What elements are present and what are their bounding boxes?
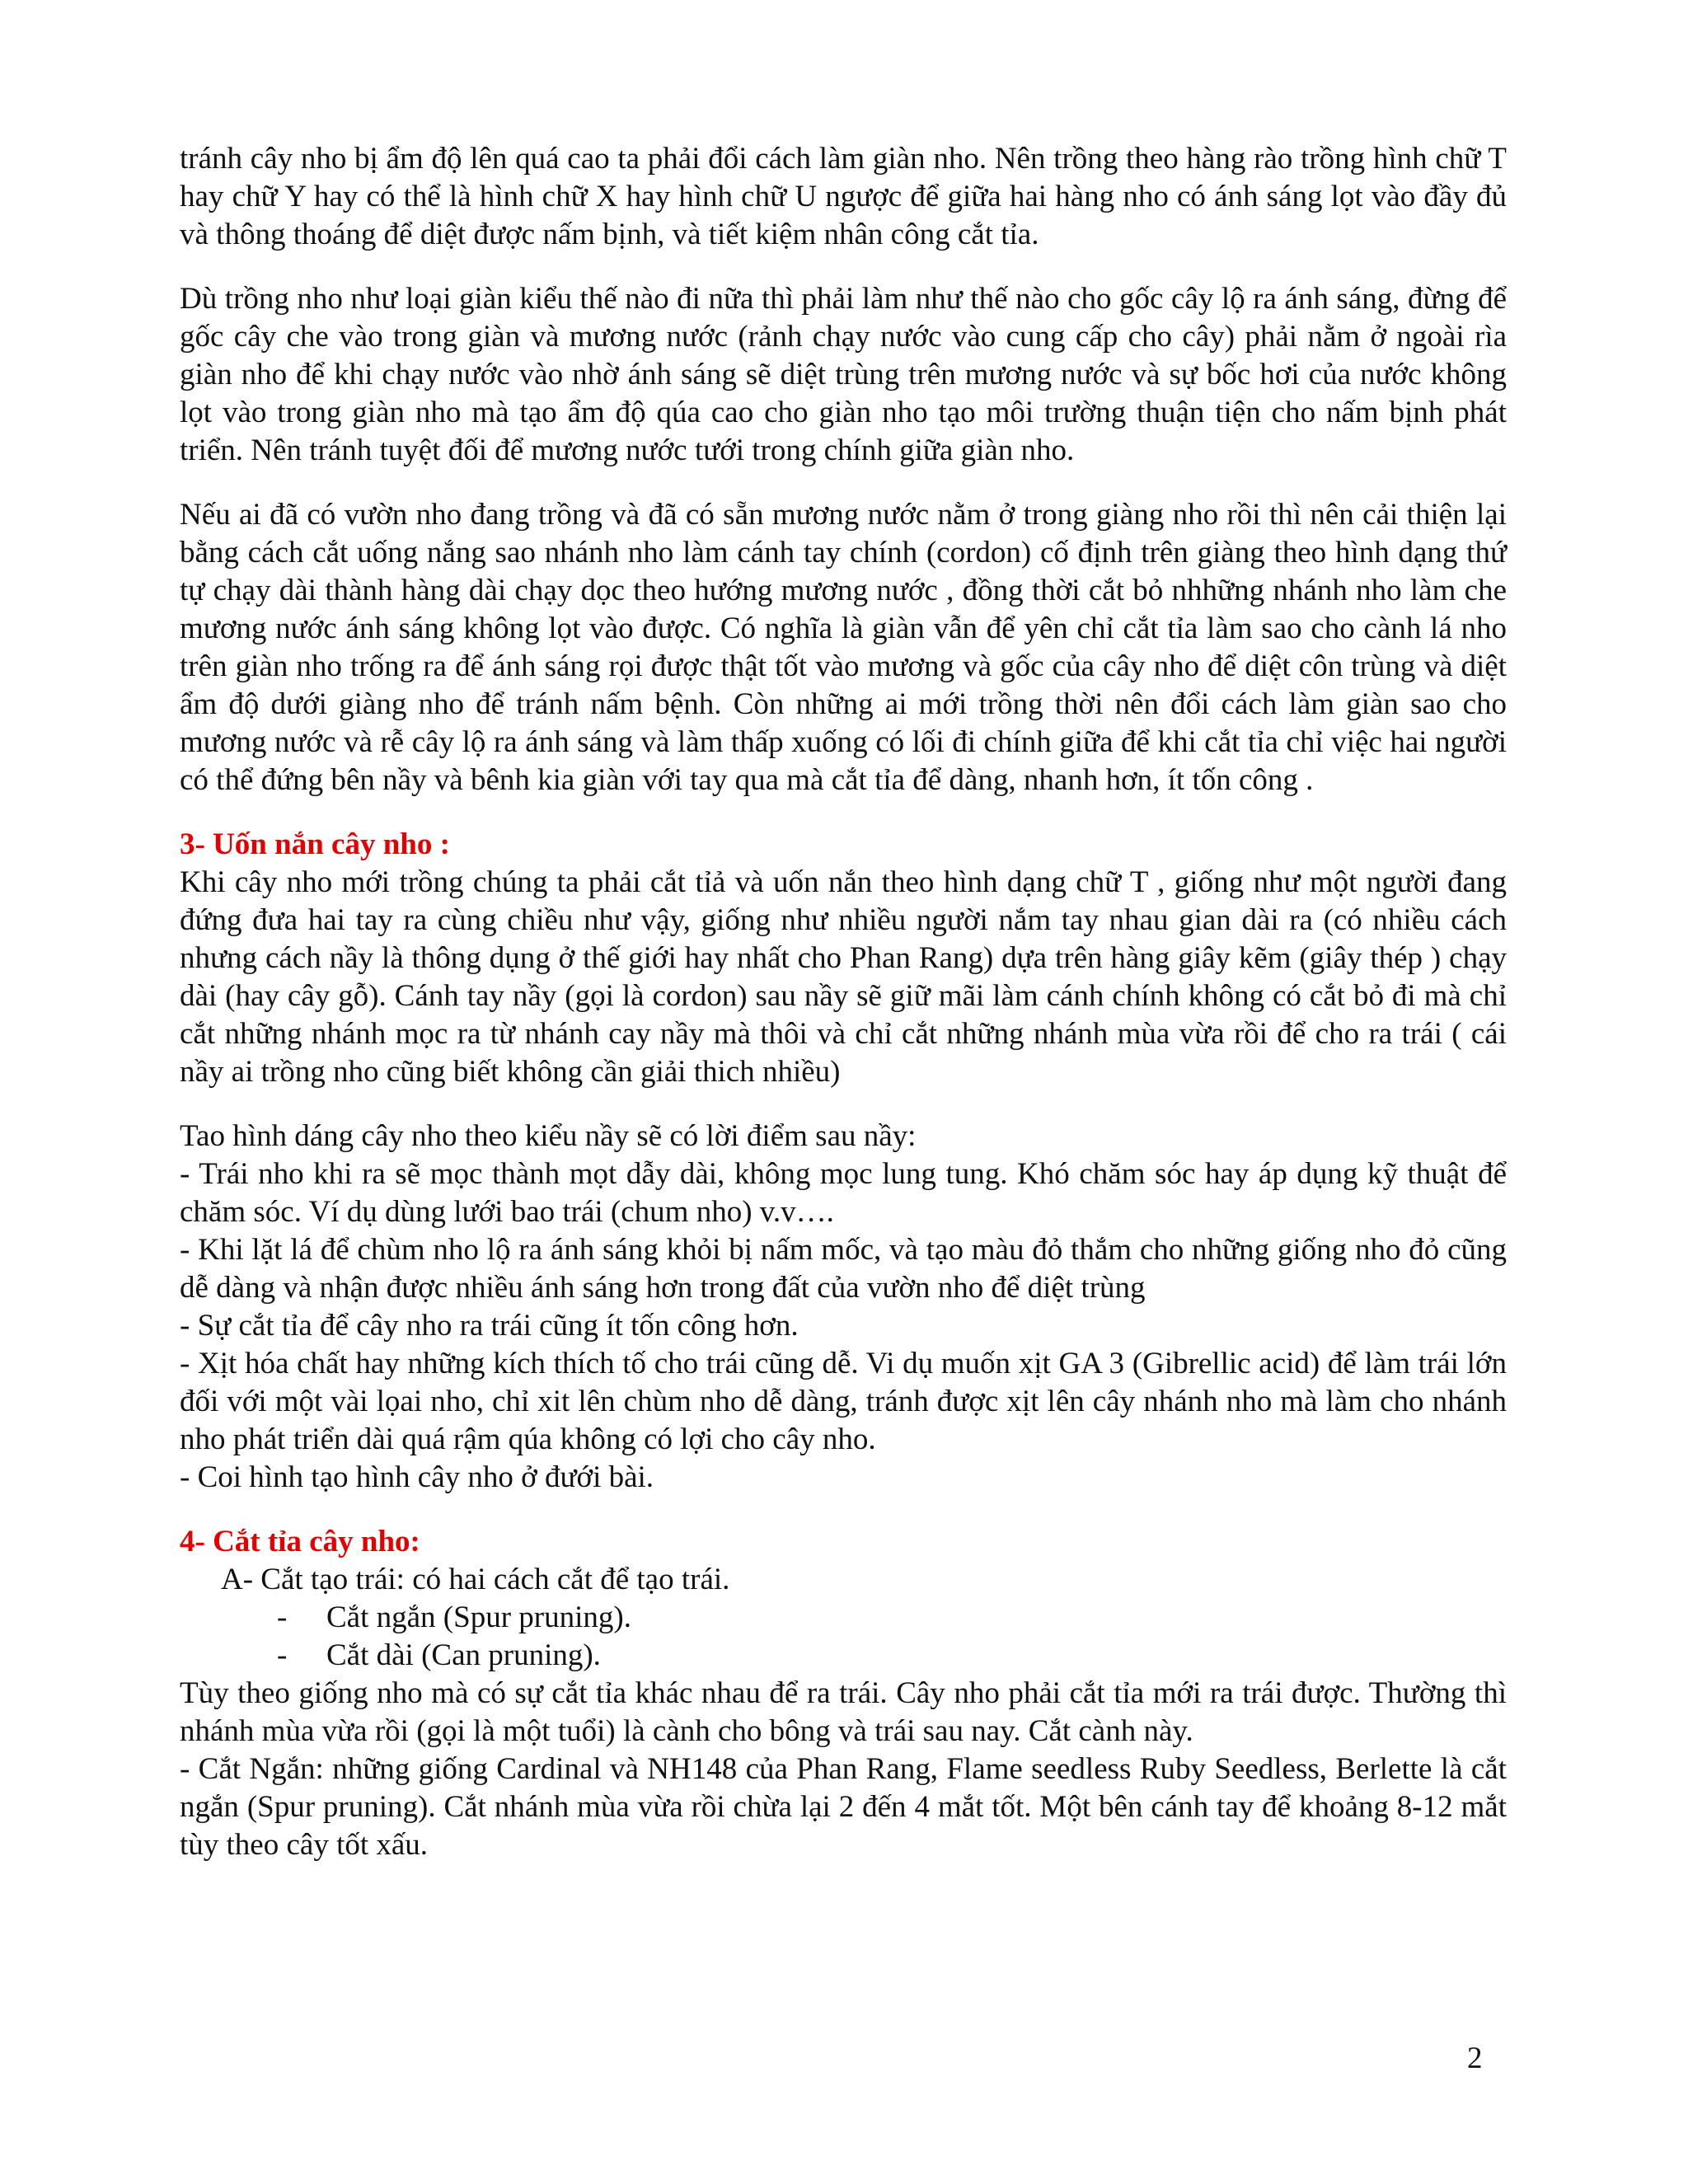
pruning-intro: A- Cắt tạo trái: có hai cách cắt để tạo trái. xyxy=(221,1563,730,1596)
bullet-cane-pruning: Cắt dài (Can pruning). xyxy=(326,1638,601,1672)
paragraph-trellis-shape: tránh cây nho bị ẩm độ lên quá cao ta phải đổi cách làm giàn nho. Nên trồng theo hàng rào trồng hình chữ T hay chữ Y hay có thể là hình chữ X hay hình chữ U ngược để giữa hai hàng nho có ánh sáng lọt vào đầy đủ và thông thoáng để diệt được nấm bịnh, và tiết kiệm nhân công cắt tỉa. xyxy=(180,142,1507,251)
list-item xyxy=(180,1637,1507,1675)
advantage-item: - Sự cắt tỉa để cây nho ra trái cũng ít tốn công hơn. xyxy=(180,1309,799,1343)
advantage-item: - Coi hình tạo hình cây nho ở đưới bài. xyxy=(180,1460,654,1494)
bullet-spur-pruning: Cắt ngắn (Spur pruning). xyxy=(326,1601,631,1634)
page-number: 2 xyxy=(1467,2041,1483,2075)
document-body xyxy=(180,140,1507,1864)
section-heading-pruning: 4- Cắt tỉa cây nho: xyxy=(180,1525,420,1558)
paragraph-pruning-varieties: Tùy theo giống nho mà có sự cắt tỉa khác nhau để ra trái. Cây nho phải cắt tỉa mới ra trái được. Thường thì nhánh mùa vừa rồi (gọi là một tuổi) là cành cho bông và trái sau nay. Cắt cành này. xyxy=(180,1676,1507,1748)
list-item xyxy=(180,1599,1507,1637)
advantages-intro: Tao hình dáng cây nho theo kiểu nầy sẽ có lời điểm sau nầy: xyxy=(180,1119,917,1153)
section-heading-training: 3- Uốn nắn cây nho : xyxy=(180,827,450,861)
advantage-item: - Khi lặt lá để chùm nho lộ ra ánh sáng khỏi bị nấm mốc, và tạo màu đỏ thắm cho những giống nho đỏ cũng dễ dàng và nhận được nhiều ánh sáng hơn trong đất của vườn nho để diệt trùng xyxy=(180,1233,1507,1305)
paragraph-light-exposure: Dù trồng nho như loại giàn kiểu thế nào đi nữa thì phải làm như thế nào cho gốc cây lộ ra ánh sáng, đừng để gốc cây che vào trong giàn và mương nước (rảnh chạy nước vào cung cấp cho cây) phải nằm ở ngoài rìa giàn nho để khi chạy nước vào nhờ ánh sáng sẽ diệt trùng trên mương nước và sự bốc hơi của nước không lọt vào trong giàn nho mà tạo ẩm độ qúa cao cho giàn nho tạo môi trường thuận tiện cho nấm bịnh phát triển. Nên tránh tuyệt đối để mương nước tưới trong chính giữa giàn nho. xyxy=(180,282,1507,467)
bullet-dash: - xyxy=(277,1638,288,1672)
paragraph-existing-vineyard: Nếu ai đã có vườn nho đang trồng và đã có sẵn mương nước nằm ở trong giàng nho rồi thì nên cải thiện lại bằng cách cắt uống nắng sao nhánh nho làm cánh tay chính (cordon) cố định trên giàng theo hình dạng thứ tự chạy dài thành hàng dài chạy dọc theo hướng mương nước , đồng thời cắt bỏ nhhững nhánh nho làm che mương nước ánh sáng không lọt vào được. Có nghĩa là giàn vẫn để yên chỉ cắt tỉa làm sao cho cành lá nho trên giàn nho trống ra để ánh sáng rọi được thật tốt vào mương và gốc của cây nho để diệt côn trùng và diệt ẩm độ dưới giàng nho để tránh nấm bệnh. Còn những ai mới trồng thời nên đổi cách làm giàn sao cho mương nước và rễ cây lộ ra ánh sáng và làm thấp xuống có lối đi chính giữa để khi cắt tỉa chỉ việc hai người có thể đứng bên nầy và bênh kia giàn với tay qua mà cắt tỉa để dàng, nhanh hơn, ít tốn công . xyxy=(180,498,1507,797)
bullet-dash: - xyxy=(277,1601,288,1634)
paragraph-spur-pruning: - Cắt Ngắn: những giống Cardinal và NH148 của Phan Rang, Flame seedless Ruby Seedless, Berlette là cắt ngắn (Spur pruning). Cắt nhánh mùa vừa rồi chừa lại 2 đến 4 mắt tốt. Một bên cánh tay để khoảng 8-12 mắt tùy theo cây tốt xấu. xyxy=(180,1752,1507,1862)
advantage-item: - Trái nho khi ra sẽ mọc thành mọt dẫy dài, không mọc lung tung. Khó chăm sóc hay áp dụng kỹ thuật để chăm sóc. Ví dụ dùng lưới bao trái (chum nho) v.v…. xyxy=(180,1157,1507,1229)
paragraph-training-t-shape: Khi cây nho mới trồng chúng ta phải cắt tỉả và uốn nắn theo hình dạng chữ T , giống như một người đang đứng đưa hai tay ra cùng chiều như vậy, giống như nhiều người nắm tay nhau gian dài ra (có nhiều cách nhưng cách nầy là thông dụng ở thế giới hay nhất cho Phan Rang) dựa trên hàng giây kẽm (giây thép ) chạy dài (hay cây gỗ). Cánh tay nầy (gọi là cordon) sau nầy sẽ giữ mãi làm cánh chính không có cắt bỏ đi mà chỉ cắt những nhánh mọc ra từ nhánh cay nầy mà thôi và chỉ cắt những nhánh mùa vừa rồi để cho ra trái ( cái nầy ai trồng nho cũng biết không cần giải thich nhiều) xyxy=(180,865,1507,1089)
advantage-item: - Xịt hóa chất hay những kích thích tố cho trái cũng dễ. Vi dụ muốn xịt GA 3 (Gibrellic acid) để làm trái lớn đối với một vài lọai nho, chỉ xit lên chùm nho dễ dàng, tránh được xịt lên cây nhánh nho mà làm cho nhánh nho phát triển dài quá rậm qúa không có lợi cho cây nho. xyxy=(180,1347,1507,1456)
